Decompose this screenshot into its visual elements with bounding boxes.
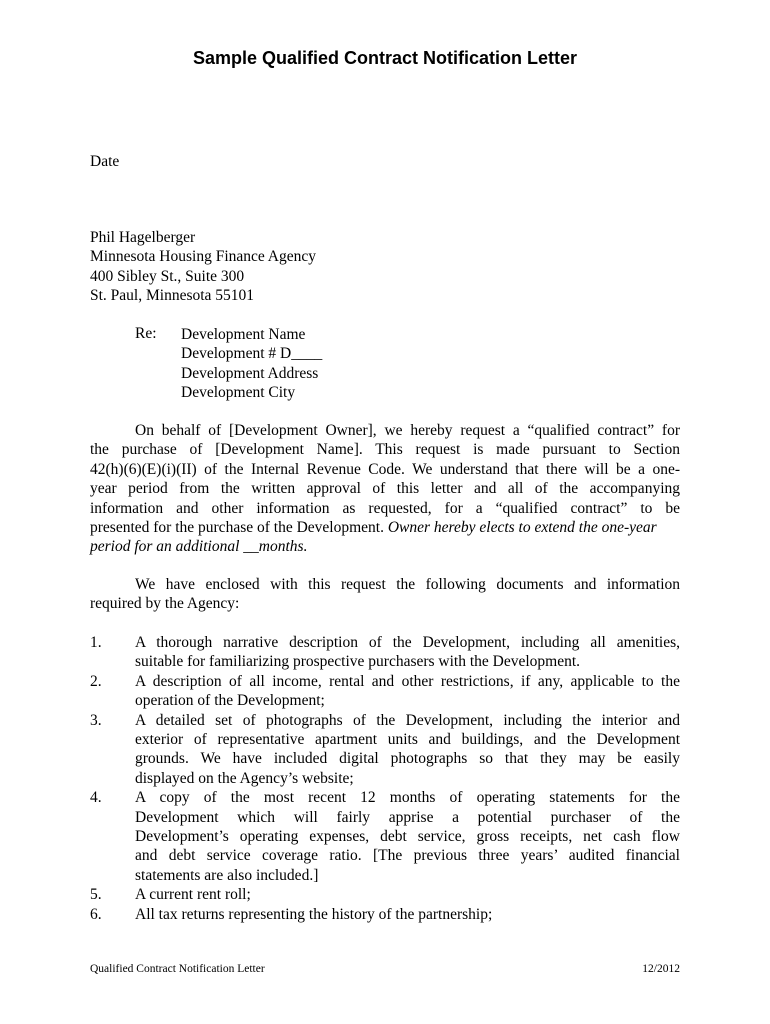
list-item-line: suitable for familiarizing prospective purchasers with the Development. (135, 653, 581, 671)
page-title: Sample Qualified Contract Notification Letter (192, 48, 578, 68)
list-item (90, 711, 680, 789)
list-item-number: 6. (90, 905, 102, 923)
para1-line: On behalf of [Development Owner], we hereby request a “qualified contract” for (135, 422, 680, 439)
list-item-line: Development’s operating expenses, debt service, gross receipts, net cash flow (135, 828, 680, 846)
para1-line: information and other information as requested, for a “qualified contract” to be (90, 499, 680, 517)
list-item-line: grounds. We have included digital photographs so that they may be easily (135, 750, 680, 768)
list-item (90, 672, 680, 711)
list-item-line: operation of the Development; (135, 692, 325, 710)
footer-title: Qualified Contract Notification Letter (90, 963, 265, 975)
para2-line: required by the Agency: (90, 595, 240, 613)
list-item-line: exterior of representative apartment units and buildings, and the Development (135, 731, 680, 749)
list-item-line: statements are also included.] (135, 866, 319, 884)
recipient-street: 400 Sibley St., Suite 300 (90, 267, 245, 285)
documents-list (90, 633, 680, 924)
re-block (181, 325, 322, 403)
date-line (90, 152, 680, 171)
re-development-name: Development Name (181, 326, 306, 343)
re-label: Re: (135, 325, 157, 342)
recipient-name: Phil Hagelberger (90, 229, 196, 246)
para1-line-6 (90, 518, 680, 537)
list-item-number: 4. (90, 789, 102, 807)
para1-line: 42(h)(6)(E)(i)(II) of the Internal Revenue Code. We understand that there will be a one- (90, 460, 680, 478)
para1-line: the purchase of [Development Name]. This request is made pursuant to Section (90, 441, 680, 459)
list-item-number: 1. (90, 634, 102, 651)
enclosures-paragraph (90, 575, 680, 614)
list-item (90, 905, 680, 924)
list-item (90, 633, 680, 672)
para1-line6-italic: Owner hereby elects to extend the one-year (387, 519, 657, 537)
para1-line-7: period for an additional __months. (90, 538, 308, 556)
list-item-line: Development which will fairly apprise a potential purchaser of the (135, 808, 680, 826)
recipient-address (90, 228, 680, 306)
list-item-line: A description of all income, rental and other restrictions, if any, applicable to the (135, 672, 680, 690)
list-item (90, 885, 680, 904)
list-item-line: A detailed set of photographs of the Development, including the interior and (135, 711, 680, 729)
para2-line: We have enclosed with this request the following documents and information (135, 576, 680, 593)
para1-line6-regular: presented for the purchase of the Development. (90, 519, 388, 537)
re-development-address: Development Address (181, 364, 319, 382)
list-item-line: All tax returns representing the history of the partnership; (135, 905, 493, 923)
recipient-org: Minnesota Housing Finance Agency (90, 248, 317, 266)
list-item-line: A current rent roll; (135, 886, 251, 904)
list-item-number: 5. (90, 886, 102, 904)
list-item-line: A copy of the most recent 12 months of operating statements for the (135, 789, 680, 807)
date-label: Date (90, 153, 120, 170)
para1-line: year period from the written approval of this letter and all of the accompanying (90, 480, 680, 498)
list-item-number: 3. (90, 711, 102, 729)
request-paragraph (90, 421, 680, 557)
list-item-line: and debt service coverage ratio. [The previous three years’ audited financial (135, 847, 680, 865)
re-development-city: Development City (181, 384, 296, 402)
list-item-number: 2. (90, 672, 102, 690)
re-development-number: Development # D____ (181, 345, 323, 363)
list-item-line: displayed on the Agency’s website; (135, 769, 354, 787)
list-item (90, 788, 680, 885)
list-item-line: A thorough narrative description of the Development, including all amenities, (135, 634, 680, 651)
footer-date: 12/2012 (642, 963, 680, 975)
recipient-city: St. Paul, Minnesota 55101 (90, 287, 255, 305)
